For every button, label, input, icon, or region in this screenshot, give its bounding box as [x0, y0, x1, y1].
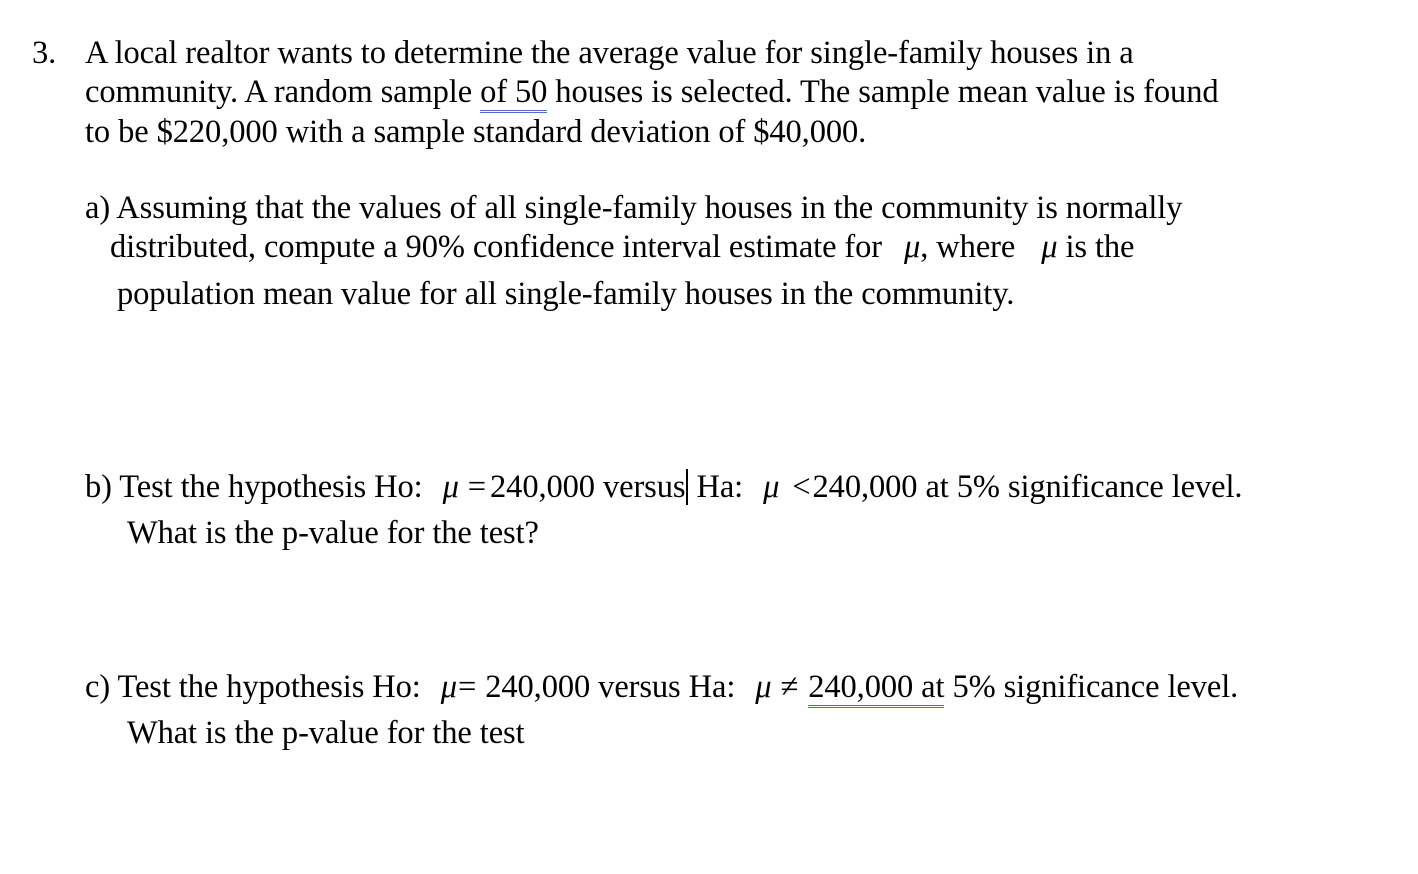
part-b-line-1-end: 240,000 at 5% significance level. — [812, 469, 1243, 505]
part-a-where: , where — [920, 229, 1016, 265]
mu-symbol: μ — [755, 669, 772, 705]
underlined-alt-value: 240,000 at — [808, 669, 944, 708]
mu-symbol: μ — [763, 469, 780, 505]
part-c-null-value: 240,000 versus Ha: — [477, 669, 736, 705]
part-b-hypothesis-label: b) Test the hypothesis Ho: — [85, 469, 423, 505]
part-a-line-2-end: is the — [1057, 229, 1135, 265]
equals-sign: = — [467, 469, 487, 505]
mu-symbol: μ — [442, 469, 459, 505]
mu-symbol: μ — [1041, 229, 1058, 265]
stem-line-2-start: community. A random sample — [85, 74, 481, 110]
part-c-line-1-end: 5% significance level. — [944, 669, 1239, 705]
problem-number: 3. — [32, 35, 57, 71]
stem-line-3: to be $220,000 with a sample standard deviation of $40,000. — [85, 114, 867, 150]
part-a-line-2 — [110, 227, 1134, 267]
less-than-sign: < — [792, 469, 811, 505]
part-a-line-3: population mean value for all single-family houses in the community. — [117, 276, 1015, 312]
mu-symbol: μ — [440, 669, 457, 705]
underlined-sample-size: of 50 — [480, 74, 547, 113]
equals-sign: = — [457, 669, 477, 705]
not-equal-sign: ≠ — [780, 669, 799, 705]
part-a-line-1: a) Assuming that the values of all single-family houses in the community is normally — [85, 190, 1183, 226]
part-a-line-2-start: distributed, compute a 90% confidence interval estimate for — [110, 229, 883, 265]
stem-line-2-end: houses is selected. The sample mean value is found — [547, 74, 1219, 110]
part-b-line-2: What is the p-value for the test? — [127, 515, 539, 551]
stem-line-1: A local realtor wants to determine the average value for single-family houses in a — [85, 35, 1134, 71]
part-c-line-2: What is the p-value for the test — [127, 715, 525, 751]
part-c-hypothesis-label: c) Test the hypothesis Ho: — [85, 669, 421, 705]
mu-symbol: μ — [904, 229, 921, 265]
part-c-line-1 — [85, 667, 1238, 707]
stem-line-2 — [85, 72, 1219, 112]
part-b-alt-label: Ha: — [688, 469, 744, 505]
part-b-line-1 — [85, 467, 1242, 507]
part-b-null-value: 240,000 versus — [490, 469, 688, 505]
